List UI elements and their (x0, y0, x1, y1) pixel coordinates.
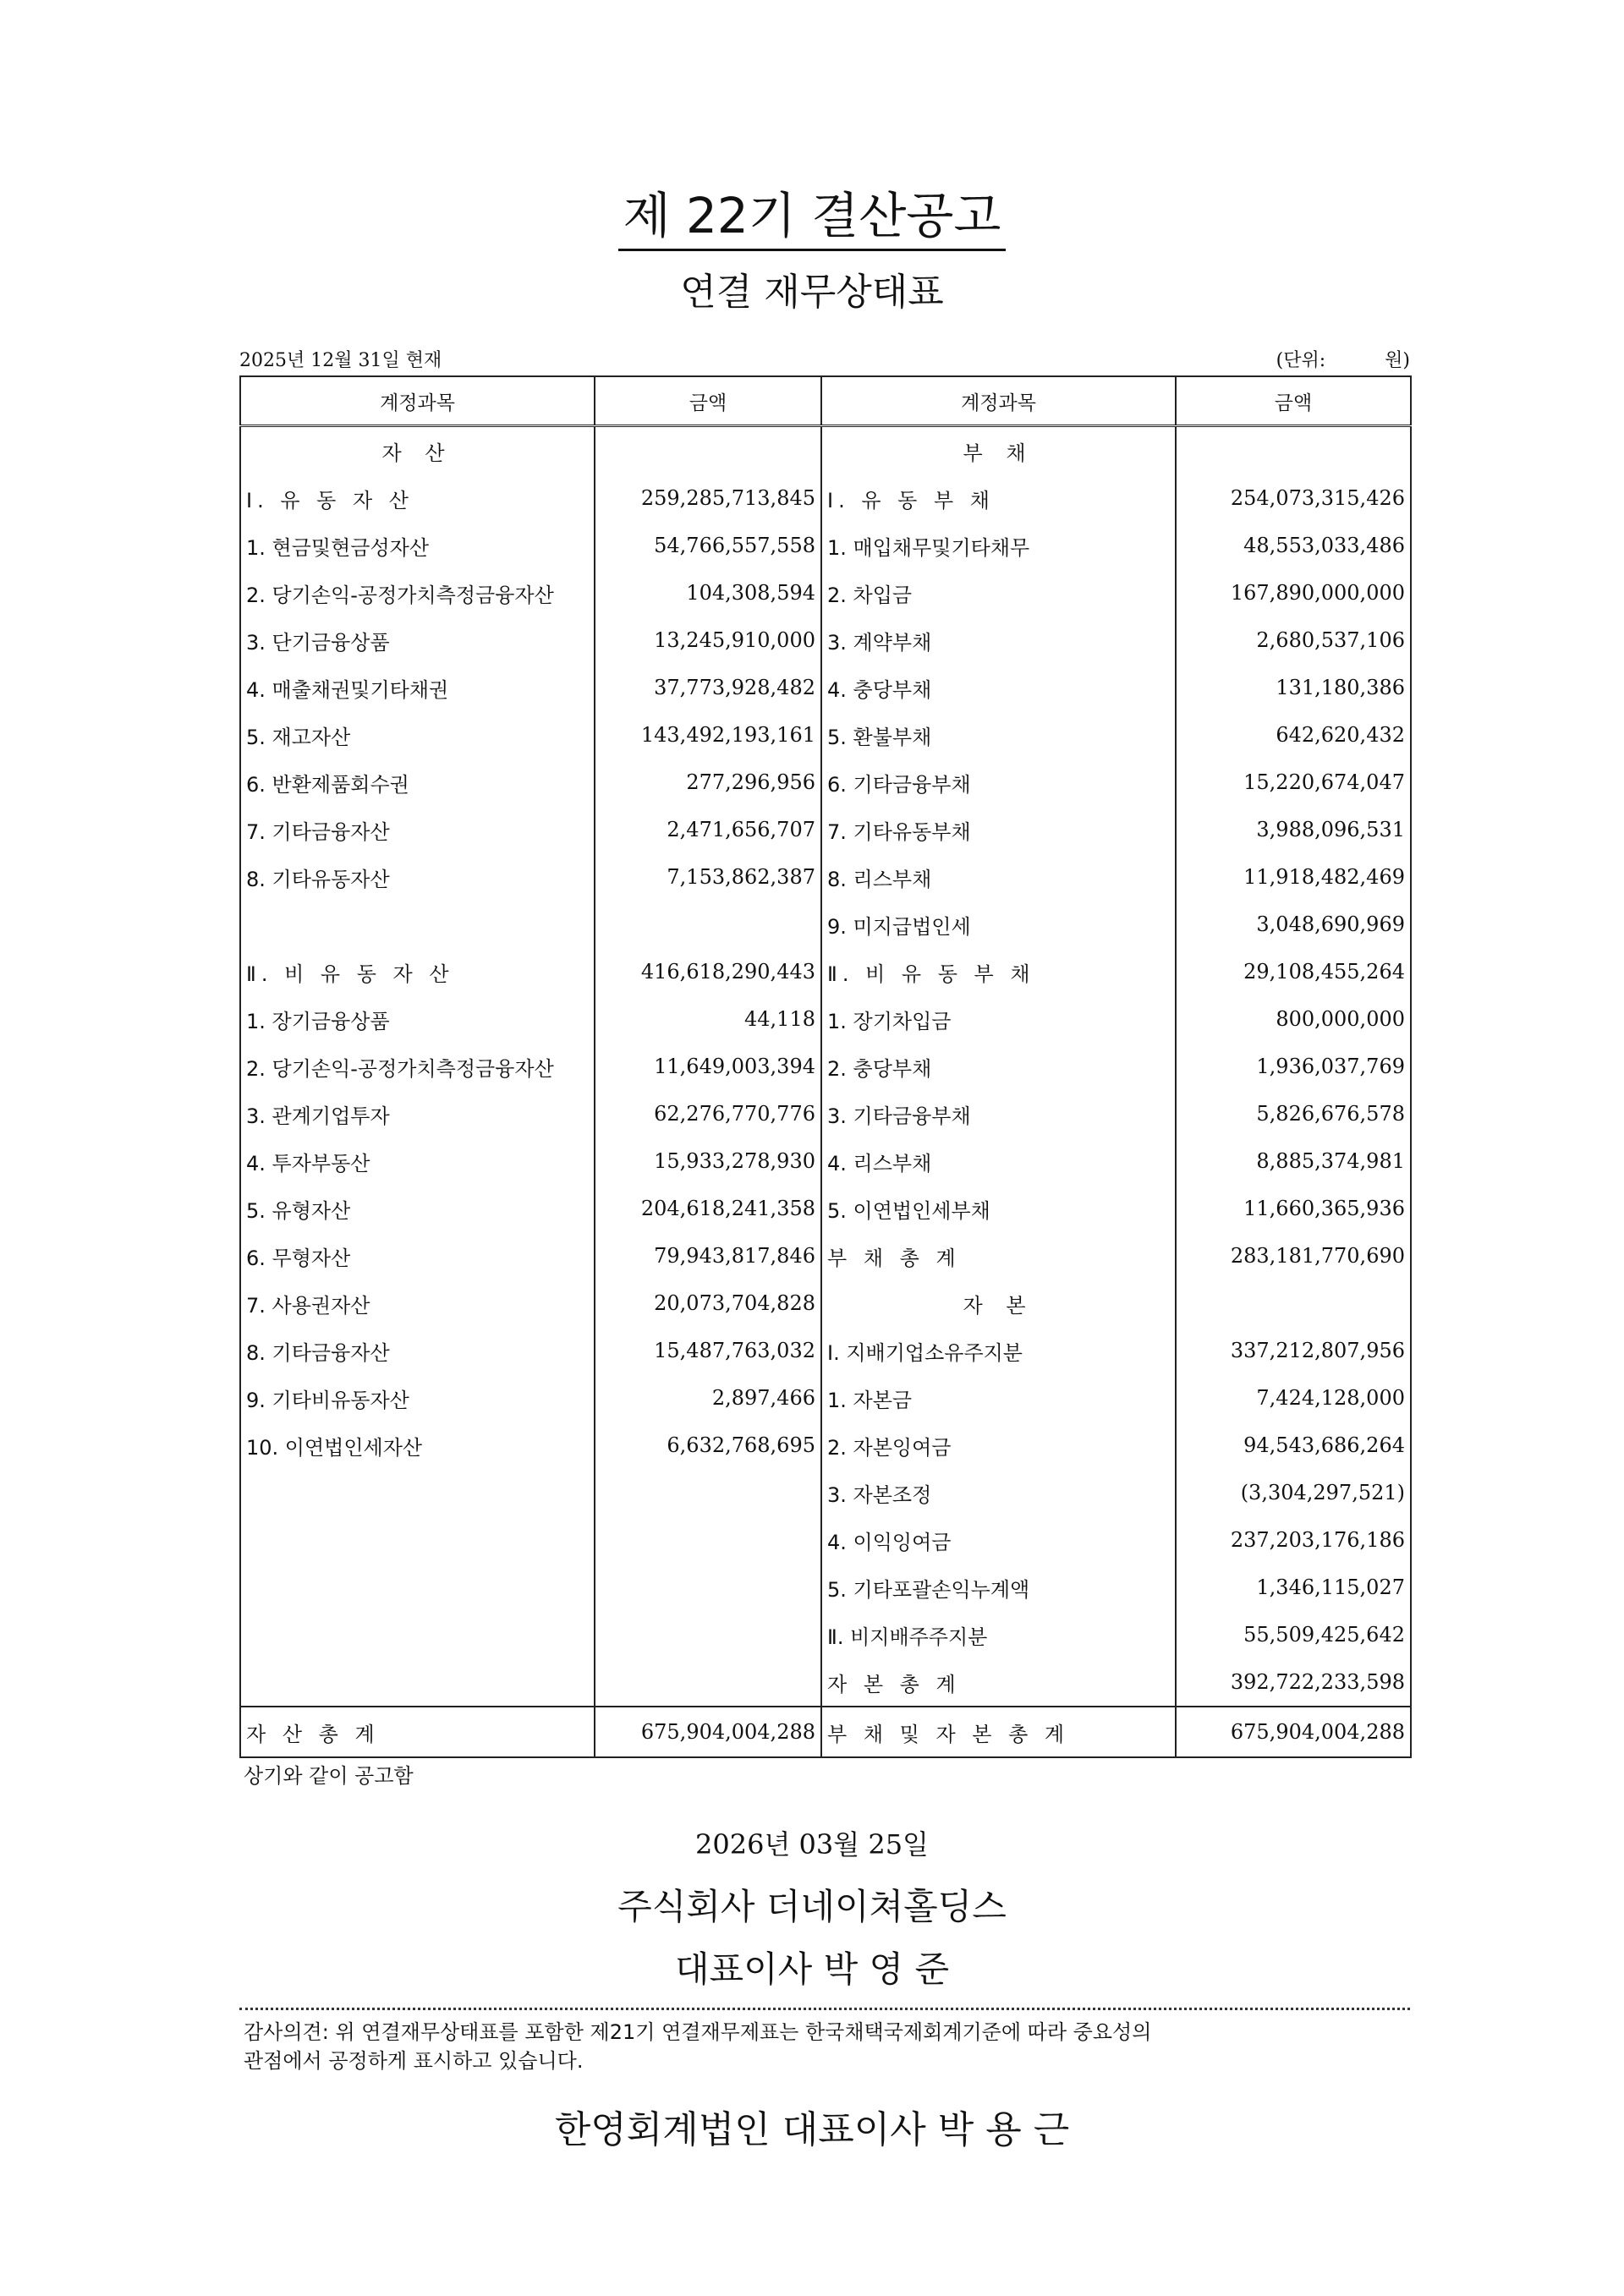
table-row (240, 1090, 1411, 1137)
auditor-signature: 한영회계법인 대표이사 박 용 근 (554, 2108, 1070, 2151)
header-account-left: 계정과목 (240, 376, 595, 426)
right-amount: 3,048,690,969 (1176, 901, 1411, 948)
right-account: 4. 리스부채 (821, 1137, 1176, 1185)
right-account: 자 본 총 계 (821, 1658, 1176, 1707)
unit-suffix: 원) (1385, 350, 1410, 371)
right-account: 3. 기타금융부채 (821, 1090, 1176, 1137)
left-amount (595, 1611, 821, 1658)
right-amount: 5,826,676,578 (1176, 1090, 1411, 1137)
right-account: 1. 장기차입금 (821, 995, 1176, 1043)
balance-sheet-table (239, 375, 1412, 1758)
right-amount: 254,073,315,426 (1176, 474, 1411, 522)
table-body (240, 426, 1411, 1707)
left-account: Ⅱ. 비 유 동 자 산 (240, 948, 595, 995)
left-amount: 79,943,817,846 (595, 1232, 821, 1280)
audit-opinion-line-2: 관점에서 공정하게 표시하고 있습니다. (244, 2049, 584, 2073)
as-of-date: 2025년 12월 31일 현재 (239, 350, 442, 371)
right-amount: 131,180,386 (1176, 664, 1411, 711)
table-row (240, 1280, 1411, 1327)
left-account: 5. 유형자산 (240, 1185, 595, 1232)
total-liab-equity-label: 부 채 및 자 본 총 계 (821, 1707, 1176, 1757)
right-amount: 167,890,000,000 (1176, 569, 1411, 616)
table-header-row (240, 376, 1411, 426)
left-amount: 11,649,003,394 (595, 1043, 821, 1090)
right-amount: 3,988,096,531 (1176, 806, 1411, 853)
left-account: 5. 재고자산 (240, 711, 595, 759)
right-amount: 7,424,128,000 (1176, 1374, 1411, 1422)
table-row (240, 948, 1411, 995)
right-amount: 48,553,033,486 (1176, 522, 1411, 569)
right-account: 1. 매입채무및기타채무 (821, 522, 1176, 569)
left-account: 2. 당기손익-공정가치측정금융자산 (240, 569, 595, 616)
left-account: 7. 사용권자산 (240, 1280, 595, 1327)
right-amount: 800,000,000 (1176, 995, 1411, 1043)
ceo-name: 대표이사 박 영 준 (674, 1948, 950, 1990)
left-amount: 143,492,193,161 (595, 711, 821, 759)
right-amount: 11,660,365,936 (1176, 1185, 1411, 1232)
table-row (240, 1422, 1411, 1469)
table-row (240, 995, 1411, 1043)
table-row (240, 569, 1411, 616)
right-account: 5. 환불부채 (821, 711, 1176, 759)
left-amount (595, 1516, 821, 1564)
table-row (240, 1516, 1411, 1564)
table-row (240, 474, 1411, 522)
right-account: 2. 차입금 (821, 569, 1176, 616)
left-amount: 277,296,956 (595, 759, 821, 806)
right-amount (1176, 1280, 1411, 1327)
header-amount-right: 금액 (1176, 376, 1411, 426)
right-account: 6. 기타금융부채 (821, 759, 1176, 806)
left-account: 3. 관계기업투자 (240, 1090, 595, 1137)
left-account: 자 산 (240, 426, 595, 475)
table-row (240, 1185, 1411, 1232)
right-amount (1176, 426, 1411, 475)
left-account: 1. 장기금융상품 (240, 995, 595, 1043)
right-account: 부 채 총 계 (821, 1232, 1176, 1280)
left-amount: 20,073,704,828 (595, 1280, 821, 1327)
left-amount: 37,773,928,482 (595, 664, 821, 711)
left-amount: 7,153,862,387 (595, 853, 821, 901)
right-account: 5. 기타포괄손익누계액 (821, 1564, 1176, 1611)
announcement-note: 상기와 같이 공고함 (244, 1764, 414, 1788)
title-text: 제 22기 결산공고 (618, 186, 1007, 251)
table-row (240, 1137, 1411, 1185)
right-amount: 55,509,425,642 (1176, 1611, 1411, 1658)
right-amount: 642,620,432 (1176, 711, 1411, 759)
right-account: Ⅱ. 비 유 동 부 채 (821, 948, 1176, 995)
header-account-right: 계정과목 (821, 376, 1176, 426)
left-amount: 204,618,241,358 (595, 1185, 821, 1232)
total-liab-equity-value: 675,904,004,288 (1176, 1707, 1411, 1757)
unit-prefix: (단위: (1276, 350, 1326, 371)
meta-line (239, 347, 1410, 375)
audit-opinion-line-1: 감사의견: 위 연결재무상태표를 포함한 제21기 연결재무제표는 한국채택국제회계기준에 따라 중요성의 (244, 2020, 1152, 2044)
left-account: 3. 단기금융상품 (240, 616, 595, 664)
total-row (240, 1707, 1411, 1757)
table-row (240, 1374, 1411, 1422)
left-account (240, 1469, 595, 1516)
right-amount: 29,108,455,264 (1176, 948, 1411, 995)
left-account: 4. 투자부동산 (240, 1137, 595, 1185)
right-amount: 94,543,686,264 (1176, 1422, 1411, 1469)
left-account: 1. 현금및현금성자산 (240, 522, 595, 569)
right-account: 4. 충당부채 (821, 664, 1176, 711)
right-account: 부 채 (821, 426, 1176, 475)
right-account: 8. 리스부채 (821, 853, 1176, 901)
left-account: 6. 반환제품회수권 (240, 759, 595, 806)
left-account: 9. 기타비유동자산 (240, 1374, 595, 1422)
table-row (240, 1232, 1411, 1280)
unit-label (1276, 347, 1410, 375)
left-amount: 15,487,763,032 (595, 1327, 821, 1374)
right-account: Ⅱ. 비지배주주지분 (821, 1611, 1176, 1658)
left-amount (595, 1469, 821, 1516)
left-account: 8. 기타금융자산 (240, 1327, 595, 1374)
right-amount: 392,722,233,598 (1176, 1658, 1411, 1707)
right-account: Ⅰ. 지배기업소유주지분 (821, 1327, 1176, 1374)
left-account: 2. 당기손익-공정가치측정금융자산 (240, 1043, 595, 1090)
right-amount: 11,918,482,469 (1176, 853, 1411, 901)
right-account: 7. 기타유동부채 (821, 806, 1176, 853)
table-row (240, 711, 1411, 759)
right-account: 4. 이익잉여금 (821, 1516, 1176, 1564)
right-account: 1. 자본금 (821, 1374, 1176, 1422)
page-subtitle: 연결 재무상태표 (680, 271, 944, 314)
left-amount: 2,471,656,707 (595, 806, 821, 853)
right-amount: 1,346,115,027 (1176, 1564, 1411, 1611)
table-row (240, 1043, 1411, 1090)
left-account (240, 1516, 595, 1564)
left-amount: 6,632,768,695 (595, 1422, 821, 1469)
table-row (240, 853, 1411, 901)
table-row (240, 426, 1411, 475)
total-assets-label: 자 산 총 계 (240, 1707, 595, 1757)
left-amount: 2,897,466 (595, 1374, 821, 1422)
right-account: 5. 이연법인세부채 (821, 1185, 1176, 1232)
right-amount: 2,680,537,106 (1176, 616, 1411, 664)
table-row (240, 759, 1411, 806)
announce-date: 2026년 03월 25일 (695, 1828, 929, 1860)
right-amount: 15,220,674,047 (1176, 759, 1411, 806)
table-row (240, 522, 1411, 569)
left-account: Ⅰ. 유 동 자 산 (240, 474, 595, 522)
total-assets-value: 675,904,004,288 (595, 1707, 821, 1757)
right-amount: 1,936,037,769 (1176, 1043, 1411, 1090)
table-row (240, 1469, 1411, 1516)
left-amount (595, 1658, 821, 1707)
left-account (240, 1658, 595, 1707)
table-row (240, 664, 1411, 711)
right-amount: 237,203,176,186 (1176, 1516, 1411, 1564)
table-row (240, 1564, 1411, 1611)
header-amount-left: 금액 (595, 376, 821, 426)
right-account: 자 본 (821, 1280, 1176, 1327)
right-account: 3. 자본조정 (821, 1469, 1176, 1516)
right-account: 2. 자본잉여금 (821, 1422, 1176, 1469)
left-account (240, 1564, 595, 1611)
left-amount (595, 901, 821, 948)
dotted-divider (239, 2008, 1410, 2010)
table-row (240, 1327, 1411, 1374)
right-account: 3. 계약부채 (821, 616, 1176, 664)
table-row (240, 1611, 1411, 1658)
left-amount: 13,245,910,000 (595, 616, 821, 664)
left-amount: 54,766,557,558 (595, 522, 821, 569)
left-account: 4. 매출채권및기타채권 (240, 664, 595, 711)
company-name: 주식회사 더네이쳐홀딩스 (617, 1886, 1007, 1927)
page-title (0, 186, 1624, 251)
right-amount: 283,181,770,690 (1176, 1232, 1411, 1280)
left-amount (595, 1564, 821, 1611)
left-amount (595, 426, 821, 475)
table-row (240, 901, 1411, 948)
left-account: 6. 무형자산 (240, 1232, 595, 1280)
audit-opinion (244, 2018, 1402, 2075)
left-amount: 259,285,713,845 (595, 474, 821, 522)
left-amount: 62,276,770,776 (595, 1090, 821, 1137)
table-row (240, 616, 1411, 664)
left-amount: 44,118 (595, 995, 821, 1043)
right-account: Ⅰ. 유 동 부 채 (821, 474, 1176, 522)
table-row (240, 806, 1411, 853)
left-account: 8. 기타유동자산 (240, 853, 595, 901)
right-amount: (3,304,297,521) (1176, 1469, 1411, 1516)
left-amount: 15,933,278,930 (595, 1137, 821, 1185)
right-account: 2. 충당부채 (821, 1043, 1176, 1090)
table-row (240, 1658, 1411, 1707)
left-account (240, 901, 595, 948)
right-amount: 8,885,374,981 (1176, 1137, 1411, 1185)
left-account (240, 1611, 595, 1658)
right-account: 9. 미지급법인세 (821, 901, 1176, 948)
left-amount: 104,308,594 (595, 569, 821, 616)
left-amount: 416,618,290,443 (595, 948, 821, 995)
left-account: 7. 기타금융자산 (240, 806, 595, 853)
left-account: 10. 이연법인세자산 (240, 1422, 595, 1469)
right-amount: 337,212,807,956 (1176, 1327, 1411, 1374)
